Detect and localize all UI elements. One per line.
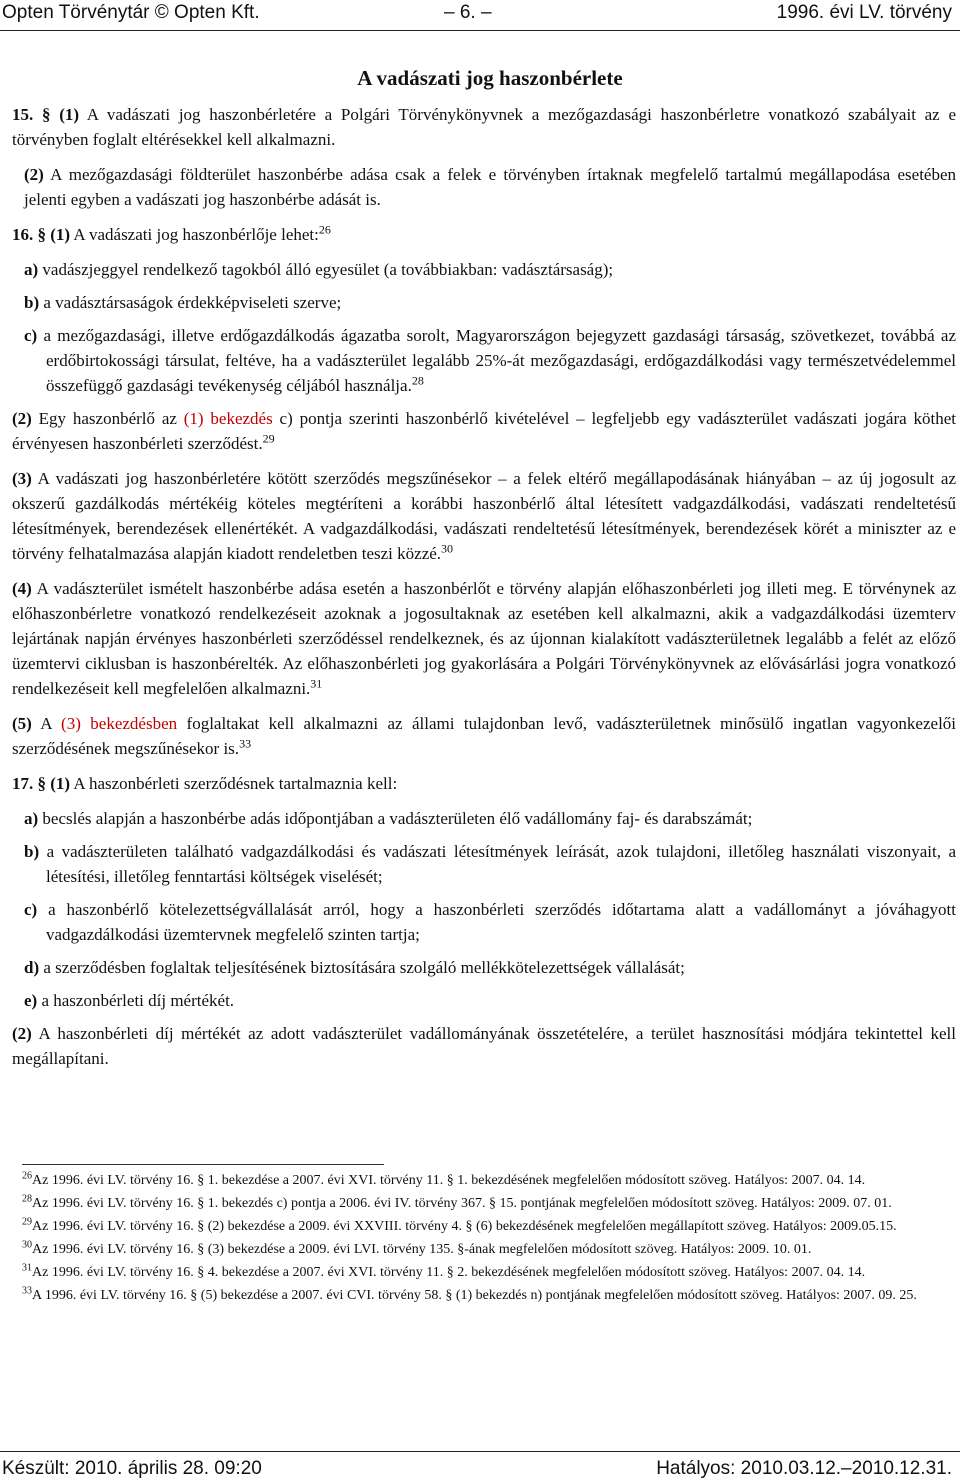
s16-number: 16. § — [12, 225, 46, 244]
s16-p2 — [12, 406, 956, 456]
s16-a-text: vadászjeggyel rendelkező tagokból álló egyesület (a továbbiakban: vadásztársaság); — [42, 260, 614, 279]
s16-p3-text: A vadászati jog haszonbérletére kötött szerződés megszűnésekor – a felek eltérő megállapodásának hiányában – az új jogosult az okszerű gazdálkodás mértékéig köteles megtéríteni a korábbi haszonbérlő által létesített vadgazdálkodási, vadászati rendeltetésű létesítmények, berendezések ellenértékét. A vadgazdálkodási, vadászati rendeltetésű létesítmények, berendezések körét a miniszter az e törvény felhatalmazása alapján kiadott rendeletben teszi közzé. — [12, 469, 956, 563]
s16-item-a — [24, 257, 956, 282]
header-publisher: Opten Törvénytár © Opten Kft. — [2, 2, 260, 23]
footnote-31-text: Az 1996. évi LV. törvény 16. § 4. bekezdése a 2007. évi XVI. törvény 11. § 2. bekezdésének megfelelően módosított szöveg. Hatályos: 2007. 04. 14. — [32, 1265, 866, 1280]
page-header — [0, 0, 960, 28]
footnote-ref-28[interactable]: 28 — [411, 373, 424, 388]
s15-p2-text: A mezőgazdasági földterület haszonbérbe adása csak a felek e törvényben írtaknak megfelelő tartalmú megállapodása esetében jelenti egyben a vadászati jog haszonbérbe adását is. — [24, 165, 957, 209]
footnote-29-number: 29 — [22, 1216, 32, 1228]
footnote-ref-31[interactable]: 31 — [310, 676, 323, 691]
footnote-33-number: 33 — [22, 1285, 32, 1297]
footnote-28-number: 28 — [22, 1193, 32, 1205]
s17-b-text: a vadászterületen található vadgazdálkodási és vadászati létesítmények leírását, azok tulajdoni, illetőleg használati viszonyait, a létesítési, illetőleg fenntartási költségek viselését; — [46, 842, 956, 886]
footnote-ref-29[interactable]: 29 — [262, 431, 275, 446]
s17-e-label: e) — [24, 991, 38, 1010]
footnote-ref-26[interactable]: 26 — [318, 222, 331, 237]
s16-p3 — [12, 466, 956, 566]
footnote-30-text: Az 1996. évi LV. törvény 16. § (3) bekezdése a 2009. évi LVI. törvény 135. §-ának megfelelően módosított szöveg. Hatályos: 2009. 10. 01. — [32, 1242, 812, 1257]
footnote-28 — [2, 1193, 956, 1214]
footnote-26 — [2, 1170, 956, 1191]
section-title: A vadászati jog haszonbérlete — [357, 66, 623, 90]
s17-item-b — [24, 839, 956, 889]
page-footer — [0, 1456, 960, 1484]
s17-a-label: a) — [24, 809, 39, 828]
document-body — [12, 64, 957, 1081]
s17-p1 — [12, 771, 956, 796]
s15-number: 15. § — [12, 105, 51, 124]
s17-item-e — [24, 988, 956, 1013]
s15-p1-text: A vadászati jog haszonbérletére a Polgári Törvénykönyvnek a mezőgazdasági haszonbérletre vonatkozó szabályait az e törvényben foglalt eltérésekkel kell alkalmazni. — [12, 105, 956, 149]
s17-p1-text: A haszonbérleti szerződésnek tartalmaznia kell: — [73, 774, 398, 793]
s16-p5 — [12, 711, 956, 761]
s17-p2 — [12, 1021, 956, 1071]
s17-a-text: becslés alapján a haszonbérbe adás időpontjában a vadászterületen élő vadállomány faj- és darabszámát; — [42, 809, 753, 828]
header-divider — [0, 30, 960, 31]
s16-c-label: c) — [24, 326, 38, 345]
footnote-30 — [2, 1239, 956, 1260]
s15-p1-label: (1) — [59, 105, 80, 124]
footnote-30-number: 30 — [22, 1239, 32, 1251]
s17-d-text: a szerződésben foglaltak teljesítésének biztosítására szolgáló mellékkötelezettségek vállalását; — [43, 958, 685, 977]
footer-created-date: Készült: 2010. április 28. 09:20 — [2, 1458, 262, 1479]
s16-p1-text: A vadászati jog haszonbérlője lehet: — [73, 225, 319, 244]
s17-p2-label: (2) — [12, 1024, 32, 1043]
footer-divider — [0, 1451, 960, 1452]
s16-p4-text: A vadászterület ismételt haszonbérbe adása esetén a haszonbérlőt e törvény alapján előhaszonbérleti jog illeti meg. E törvénynek az előhaszonbérletre vonatkozó rendelkezéseit azoknak a jogosultaknak az esetében kell alkalmazni, akik a vadgazdálkodási üzemterv lejártának napján érvényes haszonbérleti szerződéssel rendelkeznek, és az újonnan kialakított vadászterületnek legalább a felét az előző üzemtervi ciklusban is haszonbérelték. Az előhaszonbérleti jog gyakorlására a Polgári Törvénykönyvnek az elővásárlási jogra vonatkozó rendelkezéseit kell megfelelően alkalmazni. — [12, 579, 956, 698]
footnote-31-number: 31 — [22, 1262, 32, 1274]
header-page-number: – 6. – — [444, 2, 492, 23]
s16-p5-text-pre: A — [40, 714, 52, 733]
s16-p4-label: (4) — [12, 579, 32, 598]
s15-p1 — [12, 102, 956, 152]
s17-c-label: c) — [24, 900, 38, 919]
footnote-33 — [2, 1285, 956, 1306]
s16-a-label: a) — [24, 260, 39, 279]
s17-item-a — [24, 806, 956, 831]
footnote-26-text: Az 1996. évi LV. törvény 16. § 1. bekezdése a 2007. évi XVI. törvény 11. § 1. bekezdésének megfelelően módosított szöveg. Hatályos: 2007. 04. 14. — [32, 1173, 866, 1188]
s17-number: 17. § — [12, 774, 46, 793]
footnote-ref-33[interactable]: 33 — [239, 736, 252, 751]
s16-p2-text-post: c) pontja szerinti haszonbérlő kivételével – legfeljebb egy vadászterület vadászati jogára köthet érvényesen haszonbérleti szerződést. — [12, 409, 956, 453]
s17-p2-text: A haszonbérleti díj mértékét az adott vadászterület vadállományának összetételére, a terület hasznosítási módjára tekintettel kell megállapítani. — [12, 1024, 957, 1068]
s16-p2-crossref-link[interactable]: (1) bekezdés — [183, 409, 273, 428]
footnote-33-text: A 1996. évi LV. törvény 16. § (5) bekezdése a 2007. évi CVI. törvény 58. § (1) bekezdés n) pontjának megfelelően módosított szöveg. Hatályos: 2007. 09. 25. — [32, 1288, 917, 1303]
s16-p5-text-post: foglaltakat kell alkalmazni az állami tulajdonban levő, vadászterületnek minősülő ingatlan vagyonkezelői szerződésének megszűnésekor is. — [12, 714, 957, 758]
s16-p5-crossref-link[interactable]: (3) bekezdésben — [61, 714, 178, 733]
footnote-ref-30[interactable]: 30 — [441, 541, 454, 556]
s15-p2-label: (2) — [24, 165, 44, 184]
header-law-title: 1996. évi LV. törvény — [776, 2, 952, 23]
s16-p2-text-pre: Egy haszonbérlő az — [38, 409, 177, 428]
s17-p1-label: (1) — [50, 774, 71, 793]
s16-p1 — [12, 222, 956, 247]
s16-c-text: a mezőgazdasági, illetve erdőgazdálkodás ágazatba sorolt, Magyarországon bejegyzett gazdasági társaság, szövetkezet, továbbá az erdőbirtokossági társulat, feltéve, ha a vadászterület legalább 25%-át mezőgazdasági, erdőgazdálkodási vagy természetvédelemmel összefüggő gazdasági tevékenység céljából használja. — [43, 326, 956, 395]
s17-e-text: a haszonbérleti díj mértékét. — [41, 991, 235, 1010]
s17-d-label: d) — [24, 958, 40, 977]
s16-p3-label: (3) — [12, 469, 32, 488]
footnote-29-text: Az 1996. évi LV. törvény 16. § (2) bekezdése a 2009. évi XXVIII. törvény 4. § (6) bekezdésének megfelelően megállapított szöveg. Hatályos: 2009.05.15. — [32, 1219, 897, 1234]
s16-p4 — [12, 576, 956, 701]
footnote-28-text: Az 1996. évi LV. törvény 16. § 1. bekezdés c) pontja a 2006. évi IV. törvény 367. § 15. pontjának megfelelően módosított szöveg. Hatályos: 2009. 07. 01. — [32, 1196, 892, 1211]
s16-b-label: b) — [24, 293, 40, 312]
footnote-divider — [22, 1164, 384, 1165]
s16-p2-label: (2) — [12, 409, 32, 428]
s16-p1-label: (1) — [50, 225, 71, 244]
s17-b-label: b) — [24, 842, 40, 861]
s16-p5-label: (5) — [12, 714, 32, 733]
footnote-26-number: 26 — [22, 1170, 32, 1182]
footer-effective-period: Hatályos: 2010.03.12.–2010.12.31. — [656, 1458, 952, 1479]
s17-c-text: a haszonbérlő kötelezettségvállalását arról, hogy a haszonbérleti szerződés időtartama alatt a vadállományt a jóváhagyott vadgazdálkodási üzemtervnek megfelelő szinten tartja; — [46, 900, 956, 944]
footnote-31 — [2, 1262, 956, 1283]
footnote-29 — [2, 1216, 956, 1237]
s16-item-c — [24, 323, 956, 398]
s16-b-text: a vadásztársaságok érdekképviseleti szerve; — [43, 293, 342, 312]
s16-item-b — [24, 290, 956, 315]
s15-p2 — [24, 162, 956, 212]
footnotes — [2, 1170, 956, 1308]
s17-item-d — [24, 955, 956, 980]
s17-item-c — [24, 897, 956, 947]
